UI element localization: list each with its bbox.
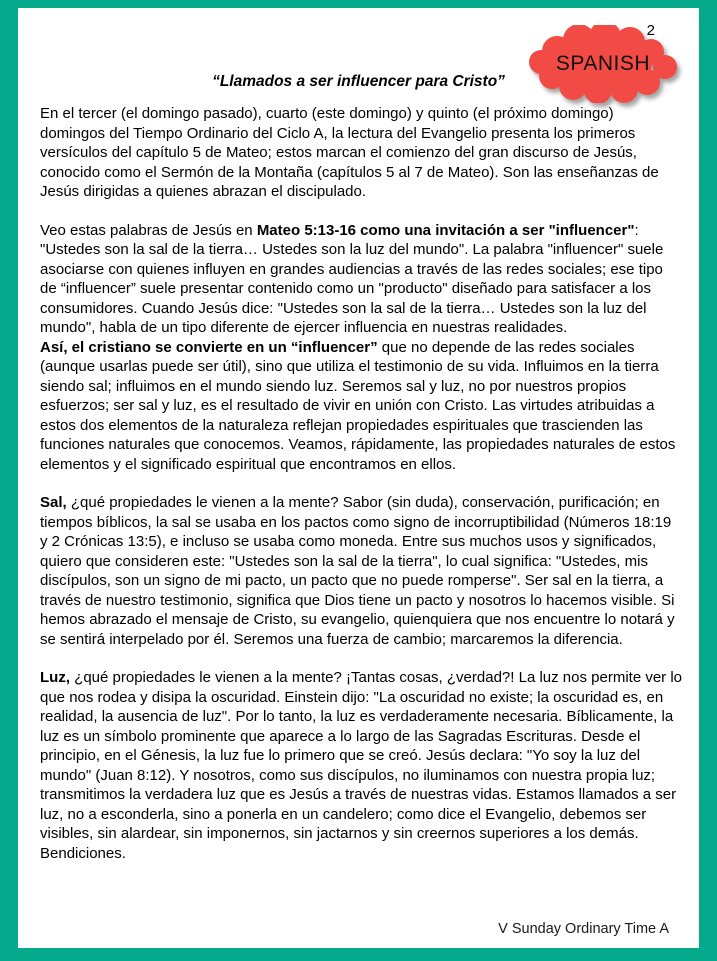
bold-text-segment: Así, el cristiano se convierte en un “influencer”	[40, 338, 378, 356]
document-body	[40, 104, 682, 863]
bold-text-segment: Mateo 5:13-16 como una invitación a ser "influencer"	[256, 221, 635, 239]
bold-text-segment: Sal,	[40, 494, 67, 511]
paragraph	[40, 338, 682, 475]
text-block	[40, 493, 682, 649]
footer-label: V Sunday Ordinary Time A	[498, 921, 669, 937]
document-page	[18, 8, 699, 948]
paragraph	[40, 221, 682, 338]
text-segment: ¿qué propiedades le vienen a la mente? Sabor (sin duda), conservación, purificación; en tiempos bíblicos, la sal se usaba en los pactos como signo de incorruptibilidad (Números 18:19 y 2 Crónicas 13:5), e incluso se usaba como moneda. Entre sus muchos usos y significados, quiero que consideren este: "Ustedes son la sal de la tierra", lo cual significa: "Ustedes, mis discípulos, son un signo de mi pacto, un pacto que no puede romperse". Ser sal en la tierra, a través de nuestro testimonio, significa que Dios tiene un pacto y nosotros lo hacemos visible. Si hemos abrazado el mensaje de Cristo, su evangelio, quienquiera que nos encuentre lo notará y se sentirá interpelado por él. Seremos una fuerza de cambio; marcaremos la diferencia.	[40, 494, 675, 648]
text-segment: que no depende de las redes sociales (aunque usarlas puede ser útil), sino que utiliza el testimonio de su vida. Influimos en la tierra siendo sal; influimos en el mundo siendo luz. Seremos sal y luz, no por nuestros propios esfuerzos; ser sal y luz, es el resultado de vivir en unión con Cristo. Las virtudes atribuidas a estos dos elementos de la naturaleza reflejan propiedades espirituales que trascienden las funciones naturales que conocemos. Veamos, rápidamente, las propiedades naturales de estos elementos y el significado espiritual que encontramos en ellos.	[40, 338, 676, 473]
text-block	[40, 221, 682, 475]
page-title: “Llamados a ser influencer para Cristo”	[212, 73, 505, 90]
text-segment: Veo estas palabras de Jesús en	[40, 221, 257, 239]
text-segment: Bendiciones.	[40, 844, 126, 862]
text-block	[40, 668, 682, 863]
text-segment: : "Ustedes son la sal de la tierra… Ustedes son la luz del mundo". La palabra "influencer" suele asociarse con quienes influyen en grandes audiencias a través de las redes sociales; ese tipo de “influencer” suele presentar contenido como un "producto" diseñado para satisfacer a los consumidores. Cuando Jesús dice: "Ustedes son la sal de la tierra… Ustedes son la luz del mundo", habla de un tipo diferente de ejercer influencia en nuestras realidades.	[40, 221, 664, 336]
spanish-badge-label: SPANISH	[555, 52, 651, 75]
paragraph	[40, 668, 682, 844]
bold-text-segment: Luz,	[40, 669, 70, 686]
page-number: 2	[646, 22, 655, 39]
paragraph	[40, 493, 682, 649]
spanish-badge	[526, 25, 680, 103]
paragraph	[40, 844, 682, 864]
paragraph	[40, 104, 682, 202]
text-segment: En el tercer (el domingo pasado), cuarto (este domingo) y quinto (el próximo domingo) domingos del Tiempo Ordinario del Ciclo A, la lectura del Evangelio presenta los primeros versículos del capítulo 5 de Mateo; estos marcan el comienzo del gran discurso de Jesús, conocido como el Sermón de la Montaña (capítulos 5 al 7 de Mateo). Son las enseñanzas de Jesús dirigidas a quienes abrazan el discipulado.	[40, 105, 659, 200]
text-segment: ¿qué propiedades le vienen a la mente? ¡Tantas cosas, ¿verdad?! La luz nos permite ver lo que nos rodea y disipa la oscuridad. Einstein dijo: "La oscuridad no existe; la oscuridad es, en realidad, la ausencia de luz". Por lo tanto, la luz es verdaderamente necesaria. Bíblicamente, la luz es un símbolo prominente que aparece a lo largo de las Sagradas Escrituras. Desde el principio, en el Génesis, la luz fue lo primero que se creó. Jesús declara: "Yo soy la luz del mundo" (Juan 8:12). Y nosotros, como sus discípulos, no iluminamos con nuestra propia luz; transmitimos la verdadera luz que es Jesús a través de nuestras vidas. Estamos llamados a ser luz, no a esconderla, sino a ponerla en un candelero; como dice el Evangelio, debemos ser visibles, sin alardear, sin imponernos, sin jactarnos y sin creernos superiores a los demás.	[40, 669, 683, 842]
text-block	[40, 104, 682, 202]
